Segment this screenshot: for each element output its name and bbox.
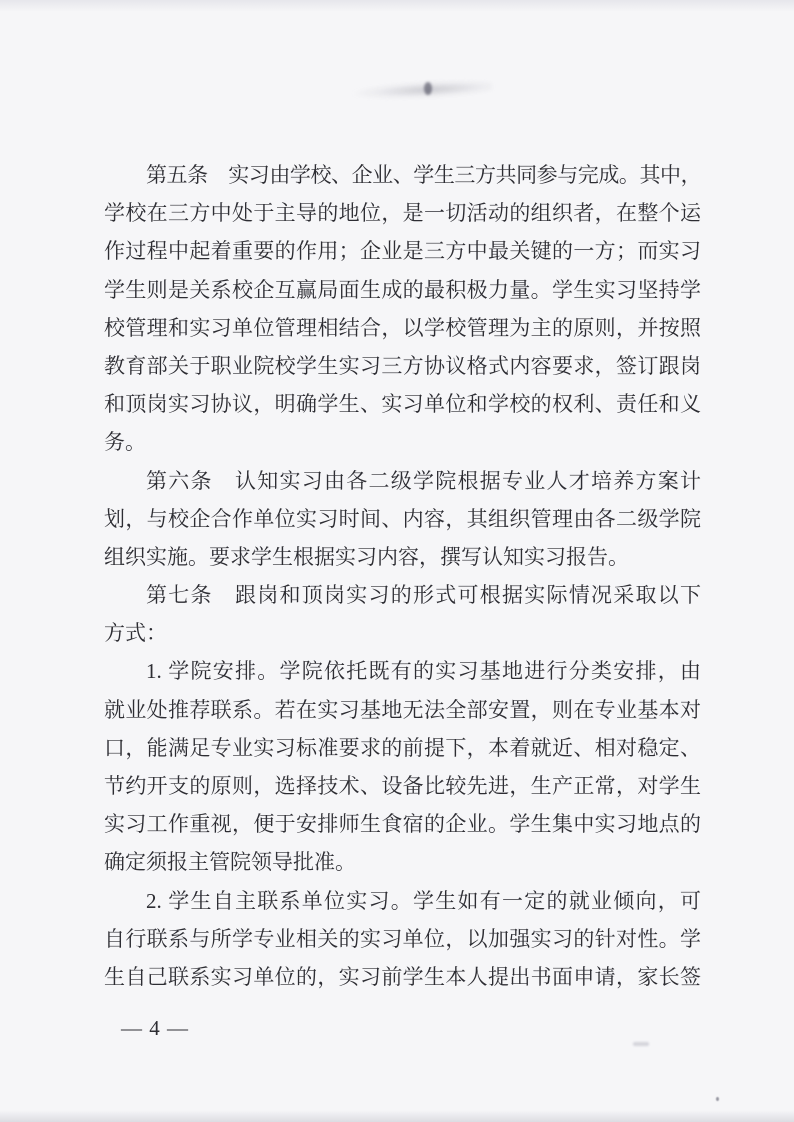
text-line: 节约开支的原则，选择技术、设备比较先进，生产正常，对学生 [104, 774, 701, 798]
text-line: 教育部关于职业院校学生实习三方协议格式内容要求，签订跟岗 [104, 353, 701, 378]
text-line: 确定须报主管院领导批准。 [104, 850, 356, 875]
paragraph-item-2 [104, 882, 701, 997]
text-line: 口，能满足专业实习标准要求的前提下，本着就近、相对稳定、 [104, 735, 701, 760]
text-line: 务。 [104, 430, 146, 455]
text-line: 第七条 跟岗和顶岗实习的形式可根据实际情况采取以下 [146, 583, 701, 608]
text-line: 就业处推荐联系。若在实习基地无法全部安置，则在专业基本对 [104, 697, 701, 722]
scan-edge-shadow-top [0, 0, 794, 12]
ink-smudge-artifact [352, 78, 493, 101]
scan-speck-dot [716, 1097, 719, 1101]
paragraph-article-6 [104, 462, 701, 577]
document-body [104, 156, 701, 996]
text-line: 第六条 认知实习由各二级学院根据专业人才培养方案计 [146, 468, 701, 493]
text-line: 和顶岗实习协议，明确学生、实习单位和学校的权利、责任和义 [104, 392, 701, 417]
paragraph-article-5 [104, 156, 701, 462]
paragraph-item-1 [104, 652, 701, 881]
text-line: 校管理和实习单位管理相结合，以学校管理为主的原则，并按照 [104, 315, 701, 340]
text-line: 学校在三方中处于主导的地位，是一切活动的组织者，在整个运 [104, 201, 701, 226]
scan-speck-dash [633, 1042, 649, 1046]
ink-dot-artifact [424, 82, 432, 95]
text-line: 1. 学院安排。学院依托既有的实习基地进行分类安排，由 [146, 659, 701, 684]
scan-edge-shadow-bottom [0, 1110, 794, 1122]
paragraph-article-7 [104, 576, 701, 652]
page-number: — 4 — [121, 1016, 189, 1040]
text-line: 学生则是关系校企互赢局面生成的最积极力量。学生实习坚持学 [104, 277, 701, 302]
text-line: 第五条 实习由学校、企业、学生三方共同参与完成。其中， [146, 163, 701, 187]
text-line: 自行联系与所学专业相关的实习单位，以加强实习的针对性。学 [104, 926, 701, 951]
text-line: 组织实施。要求学生根据实习内容，撰写认知实习报告。 [104, 544, 629, 569]
text-line: 生自己联系实习单位的，实习前学生本人提出书面申请，家长签 [104, 964, 701, 989]
text-line: 作过程中起着重要的作用；企业是三方中最关键的一方；而实习 [104, 239, 701, 264]
text-line: 实习工作重视，便于安排师生食宿的企业。学生集中实习地点的 [104, 812, 701, 837]
text-line: 2. 学生自主联系单位实习。学生如有一定的就业倾向，可 [146, 888, 701, 913]
text-line: 方式： [104, 621, 167, 646]
text-line: 划，与校企合作单位实习时间、内容，其组织管理由各二级学院 [104, 506, 701, 531]
